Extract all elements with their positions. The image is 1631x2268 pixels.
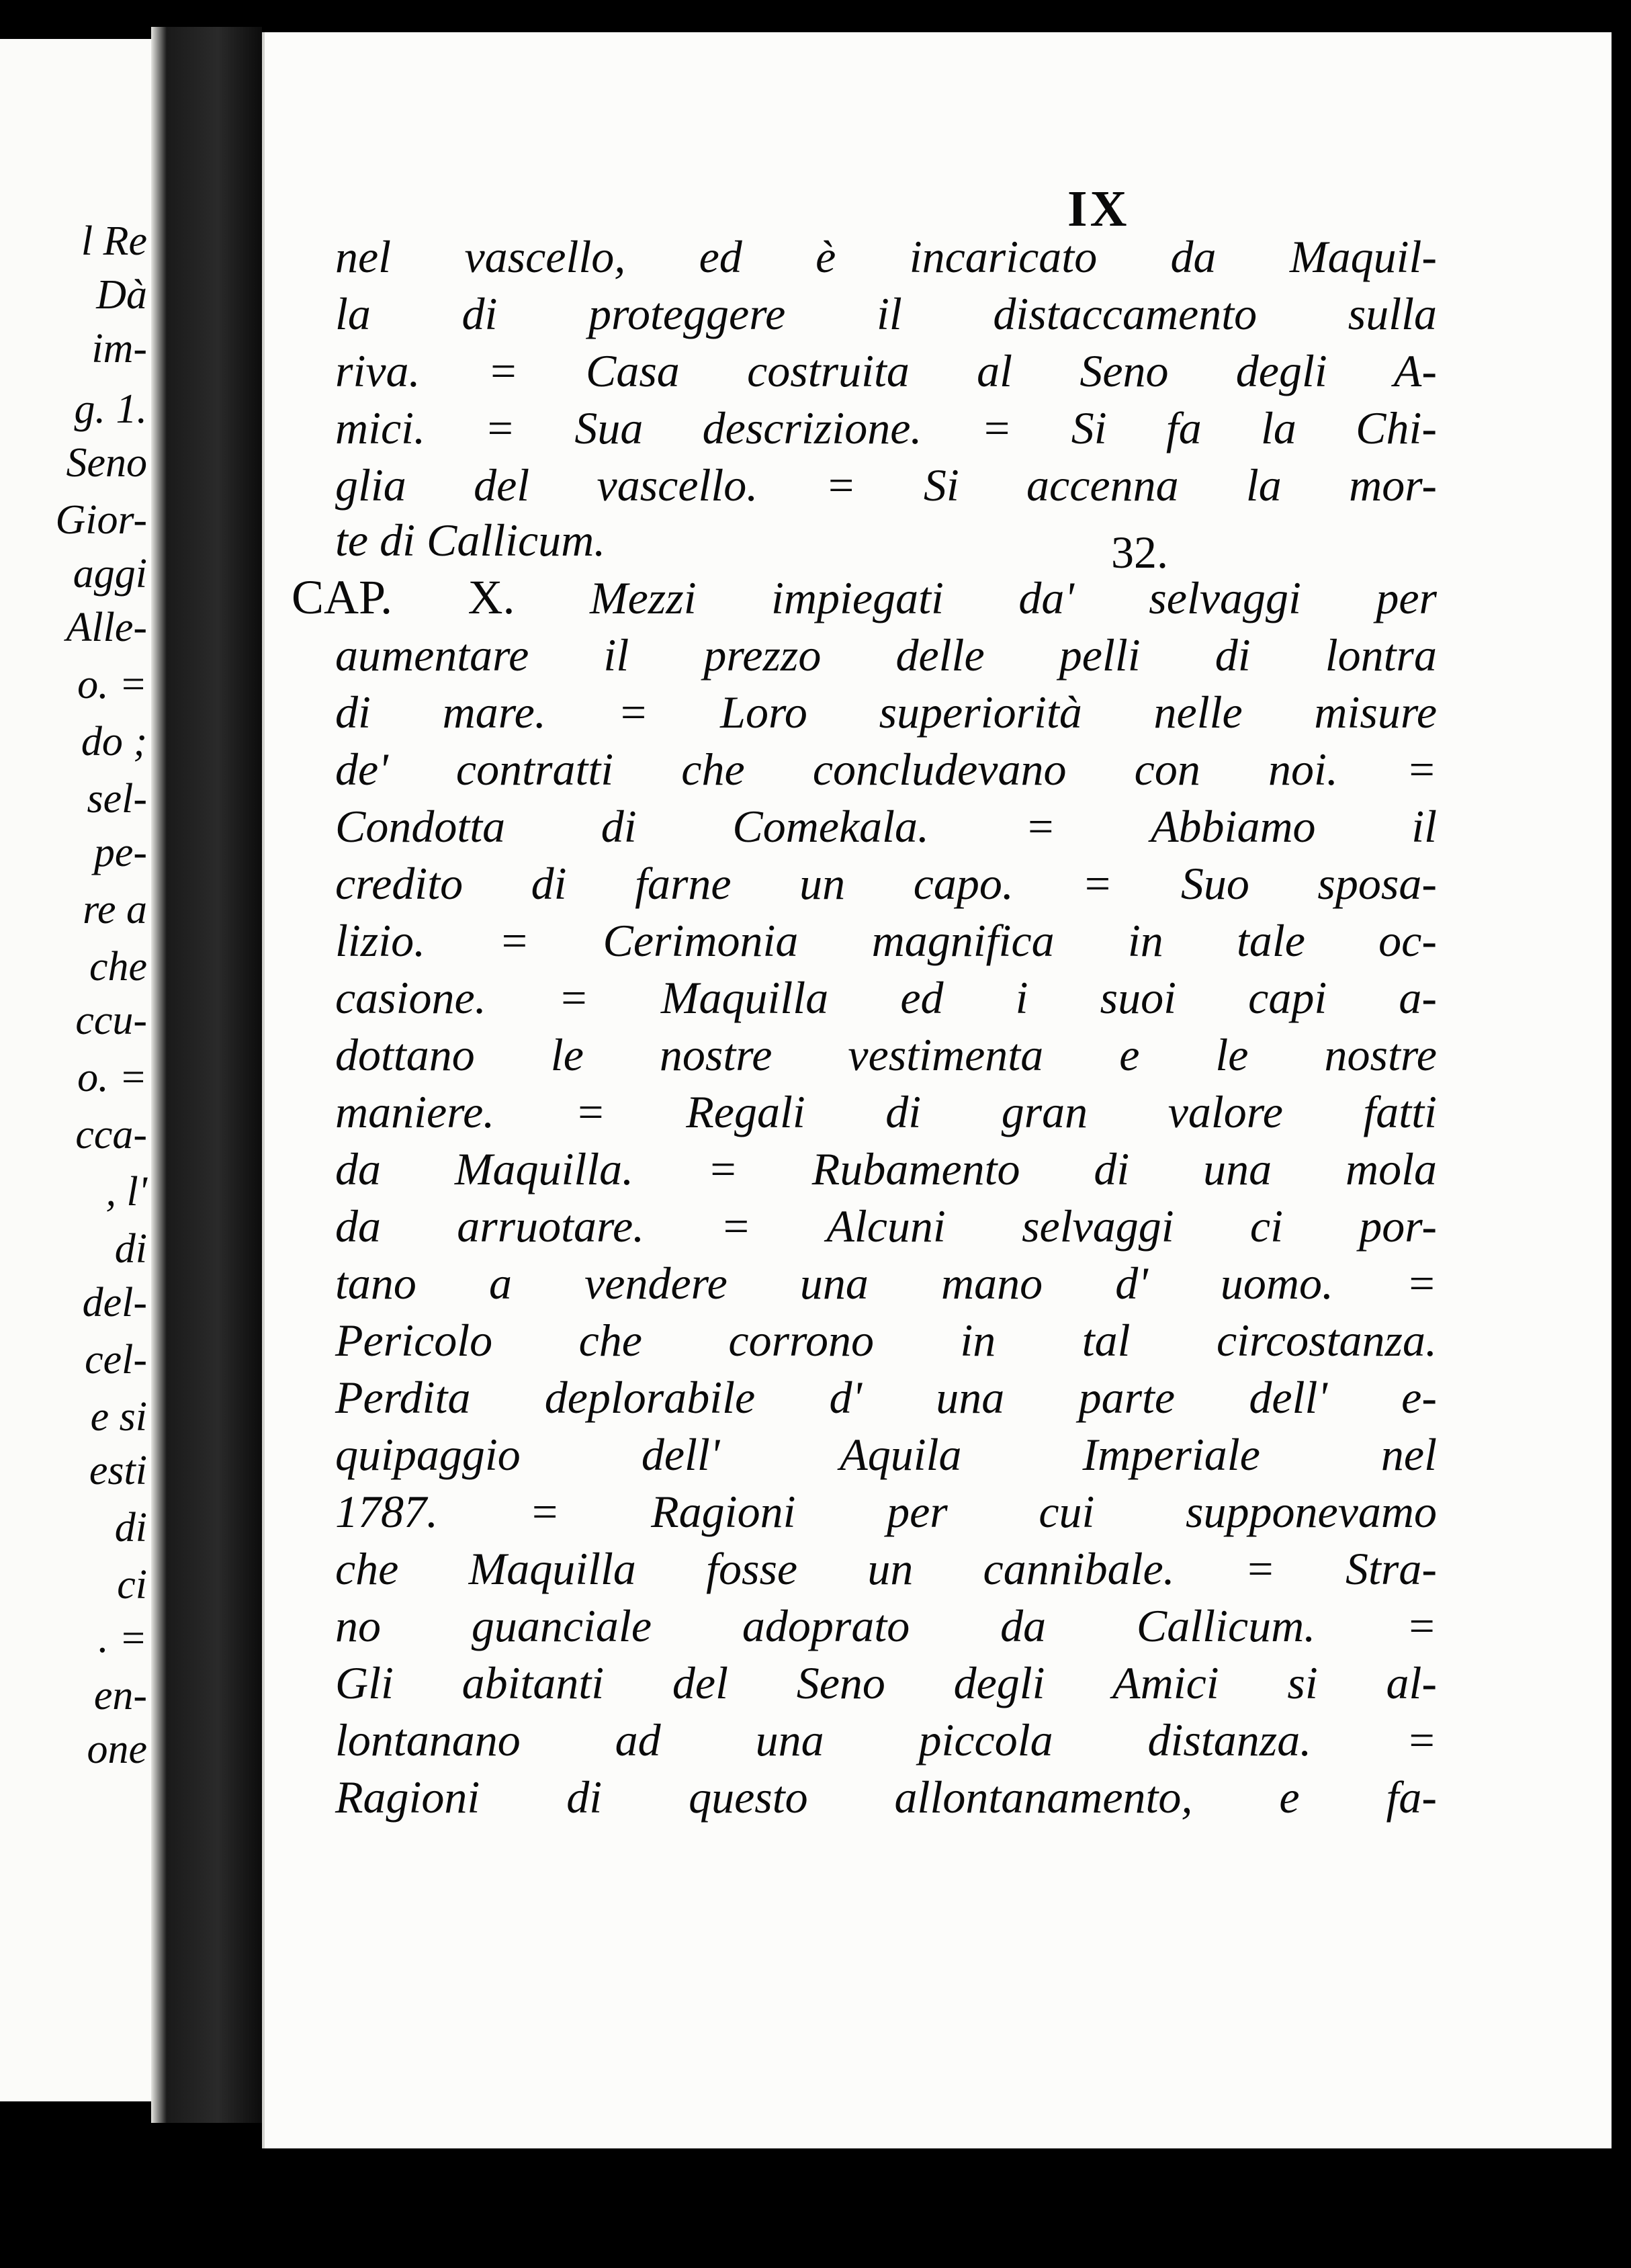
text-line: de' contratti che concludevano con noi. = <box>335 744 1437 795</box>
right-page <box>262 32 1612 2148</box>
text-line: di mare. = Loro superiorità nelle misure <box>335 687 1437 738</box>
left-facing-page <box>0 39 151 2101</box>
text-line: la di proteggere il distaccamento sulla <box>335 288 1437 339</box>
chapter-heading-line <box>292 570 1437 624</box>
book-gutter <box>151 27 262 2123</box>
left-line-fragment: im- <box>91 326 147 372</box>
text-line: Ragioni di questo allontanamento, e fa- <box>335 1772 1437 1823</box>
page-number: IX <box>1067 181 1130 237</box>
text-line: da Maquilla. = Rubamento di una mola <box>335 1143 1437 1194</box>
chapter-label: CAP. X. <box>292 570 515 624</box>
left-line-fragment: en- <box>93 1673 147 1718</box>
left-line-fragment: , l' <box>105 1169 147 1215</box>
left-line-fragment: del- <box>82 1280 147 1325</box>
text-line: Perdita deplorabile d' una parte dell' e- <box>335 1372 1437 1423</box>
text-line: riva. = Casa costruita al Seno degli A- <box>335 345 1437 396</box>
text-line: Condotta di Comekala. = Abbiamo il <box>335 801 1437 852</box>
text-line: quipaggio dell' Aquila Imperiale nel <box>335 1429 1437 1480</box>
left-line-fragment: Gior- <box>55 497 147 543</box>
text-line: che Maquilla fosse un cannibale. = Stra- <box>335 1543 1437 1594</box>
text-line: Pericolo che corrono in tal circostanza. <box>335 1315 1437 1366</box>
text-line: te di Callicum. <box>335 515 606 566</box>
left-line-fragment: cca- <box>75 1112 147 1158</box>
left-line-fragment: . = <box>98 1616 147 1661</box>
left-line-fragment: Seno <box>66 440 147 486</box>
text-line: dottano le nostre vestimenta e le nostre <box>335 1029 1437 1080</box>
chapter-first-line: Mezzi impiegati da' selvaggi per <box>589 572 1437 623</box>
text-line: lontanano ad una piccola distanza. = <box>335 1714 1437 1765</box>
left-line-fragment: sel- <box>87 776 147 822</box>
left-line-fragment: l Re <box>81 218 147 264</box>
text-line: Gli abitanti del Seno degli Amici si al- <box>335 1657 1437 1708</box>
section-page-reference: 32. <box>1111 527 1168 578</box>
left-line-fragment: g. 1. <box>74 386 147 432</box>
left-line-fragment: o. = <box>77 662 147 707</box>
text-line: nel vascello, ed è incaricato da Maquil- <box>335 231 1437 282</box>
left-line-fragment: re a <box>83 887 147 932</box>
left-line-fragment: di <box>114 1505 147 1551</box>
left-line-fragment: do ; <box>81 719 147 765</box>
text-line: tano a vendere una mano d' uomo. = <box>335 1258 1437 1309</box>
left-line-fragment: ci <box>117 1562 147 1608</box>
left-line-fragment: pe- <box>93 830 147 875</box>
text-line: aumentare il prezzo delle pelli di lontra <box>335 629 1437 681</box>
left-line-fragment: Dà <box>96 272 147 318</box>
left-line-fragment: cel- <box>85 1337 147 1383</box>
text-line: maniere. = Regali di gran valore fatti <box>335 1086 1437 1137</box>
left-line-fragment: di <box>114 1226 147 1272</box>
text-line: da arruotare. = Alcuni selvaggi ci por- <box>335 1201 1437 1252</box>
text-line: no guanciale adoprato da Callicum. = <box>335 1600 1437 1651</box>
left-line-fragment: ccu- <box>75 998 147 1043</box>
left-line-fragment: esti <box>89 1448 147 1493</box>
left-line-fragment: che <box>89 944 147 990</box>
left-line-fragment: e si <box>90 1394 147 1440</box>
left-line-fragment: one <box>87 1727 147 1772</box>
text-line: mici. = Sua descrizione. = Si fa la Chi- <box>335 402 1437 453</box>
text-line: 1787. = Ragioni per cui supponevamo <box>335 1486 1437 1537</box>
left-line-fragment: aggi <box>73 551 147 597</box>
left-line-fragment: o. = <box>77 1055 147 1100</box>
text-line: casione. = Maquilla ed i suoi capi a- <box>335 972 1437 1023</box>
text-line: credito di farne un capo. = Suo sposa- <box>335 858 1437 909</box>
text-line: lizio. = Cerimonia magnifica in tale oc- <box>335 915 1437 966</box>
text-line: glia del vascello. = Si accenna la mor- <box>335 460 1437 511</box>
left-line-fragment: Alle- <box>66 605 147 650</box>
